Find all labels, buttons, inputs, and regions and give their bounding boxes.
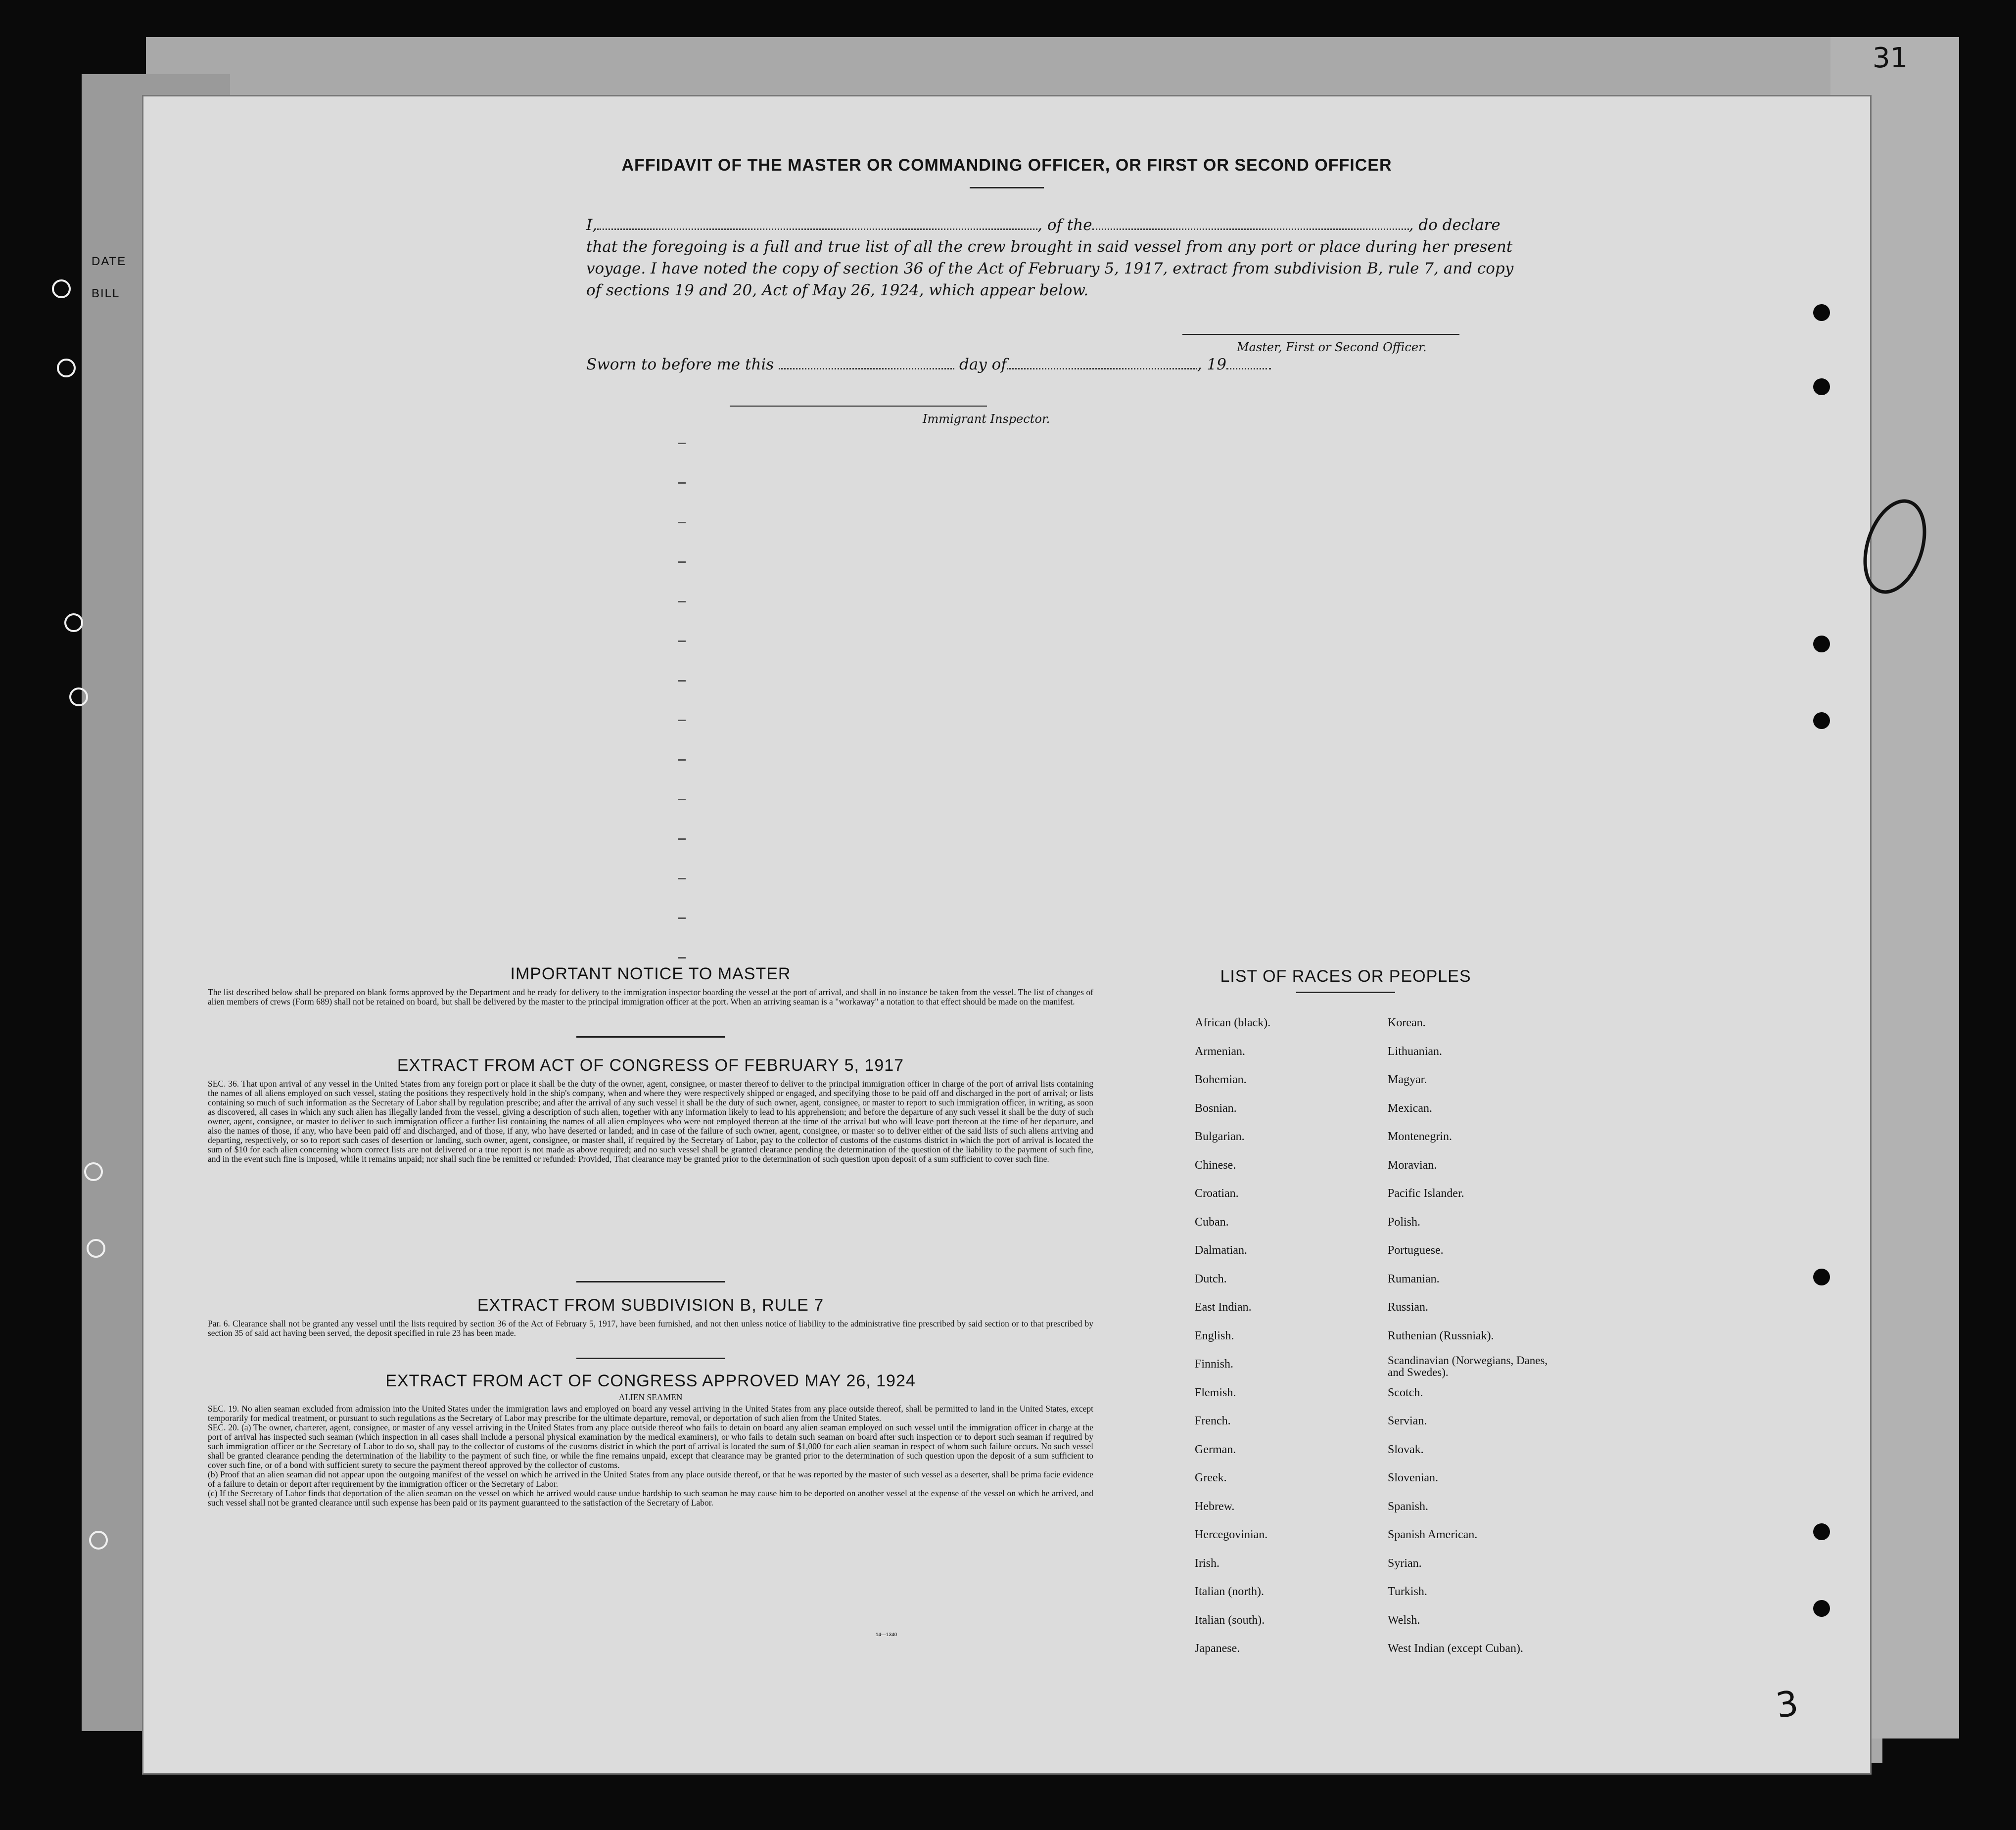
race-item: Syrian. — [1388, 1556, 1422, 1570]
affidavit-line-4: of sections 19 and 20, Act of May 26, 1924, which appear below. — [586, 281, 1089, 299]
race-item: East Indian. — [1195, 1301, 1252, 1314]
race-item: Flemish. — [1195, 1386, 1236, 1399]
stub-bill-label: BILL — [92, 287, 120, 300]
form-number: 14—1340 — [876, 1632, 897, 1638]
sworn-day-field[interactable] — [779, 363, 954, 369]
punch-hole — [1813, 1269, 1830, 1285]
handwritten-oval — [1860, 492, 1929, 601]
race-item: Bohemian. — [1195, 1073, 1247, 1086]
extract-1917-title: EXTRACT FROM ACT OF CONGRESS OF FEBRUARY 5, 1917 — [397, 1056, 904, 1075]
race-item: Welsh. — [1388, 1613, 1420, 1627]
race-item: Hebrew. — [1195, 1500, 1235, 1513]
punch-hole — [1813, 1600, 1830, 1617]
section-rule — [576, 1281, 725, 1282]
race-item: Russian. — [1388, 1301, 1429, 1314]
master-caption: Master, First or Second Officer. — [1237, 340, 1427, 354]
race-item: Scotch. — [1388, 1386, 1423, 1399]
affidavit-do-declare: , do declare — [1408, 216, 1500, 234]
race-item: Irish. — [1195, 1556, 1219, 1570]
affidavit-of-the: , of the — [1037, 216, 1092, 234]
section-rule — [576, 1358, 725, 1359]
extract-1924-sec19: SEC. 19. No alien seaman excluded from admission into the United States under the immigration laws and employed on board any vessel arriving in the United States from any place outside thereof, shall be permitted to land in the United States, except temporarily for medical treatment, or pursuant to such regulations as the Secretary of Labor may prescribe for the ultimate departure, removal, or deportation of such alien from the United States. — [208, 1404, 1093, 1423]
sworn-month-field[interactable] — [1007, 363, 1197, 369]
row-mark — [678, 759, 686, 761]
punch-hole — [1813, 304, 1830, 321]
extract-rule7-text: Par. 6. Clearance shall not be granted any vessel until the lists required by section 36 of the Act of February 5, 1917, have been furnished, and not then unless notice of liability to the administrative fine prescribed by said section or to that prescribed by section 35 of said act having been served, the deposit specified in rule 23 has been made. — [208, 1319, 1093, 1338]
punch-hole — [1813, 1523, 1830, 1540]
race-item: Armenian. — [1195, 1045, 1245, 1058]
race-item: Portuguese. — [1388, 1244, 1444, 1257]
affidavit-body — [586, 214, 1645, 301]
extract-1924-title: EXTRACT FROM ACT OF CONGRESS APPROVED MAY 26, 1924 — [385, 1372, 916, 1390]
extract-1924-sec20b: (b) Proof that an alien seaman did not appear upon the outgoing manifest of the vessel on which he arrived in the United States from any place outside thereof, or that he was reported by the master of such vessel as a deserter, shall be prima facie evidence of a failure to detain or deport after requirement by the immigration officer or the Secretary of Labor. — [208, 1469, 1093, 1489]
sworn-day-of: day of — [959, 356, 1007, 373]
binder-ring — [84, 1162, 103, 1181]
corner-mark: 3 — [1773, 1683, 1801, 1726]
race-item: Scandinavian (Norwegians, Danes, and Swedes). — [1388, 1354, 1548, 1378]
sworn-year: , 19 — [1197, 356, 1226, 373]
row-mark — [678, 917, 686, 919]
race-item: German. — [1195, 1443, 1236, 1456]
extract-rule7-title: EXTRACT FROM SUBDIVISION B, RULE 7 — [477, 1296, 824, 1315]
extract-1924-subtitle: ALIEN SEAMEN — [618, 1392, 683, 1402]
notice-text: The list described below shall be prepared on blank forms approved by the Department and be ready for delivery to the immigration inspector boarding the vessel at the port of arrival, and shall in no instance be taken from the vessel. The list of changes of alien members of crews (Form 689) shall not be retained on board, but shall be delivered by the master to the principal immigration officer at the port. When an arriving seaman is a "workaway" a notation to that effect should be made on the manifest. — [208, 987, 1093, 1006]
race-item: Chinese. — [1195, 1158, 1236, 1172]
race-item: Spanish. — [1388, 1500, 1429, 1513]
affidavit-title: AFFIDAVIT OF THE MASTER OR COMMANDING OFFICER, OR FIRST OR SECOND OFFICER — [621, 156, 1392, 175]
affidavit-line-3: voyage. I have noted the copy of section 36 of the Act of February 5, 1917, extract from subdivision B, rule 7, and copy — [586, 260, 1514, 277]
extract-1924-sec20c: (c) If the Secretary of Labor finds that deportation of the alien seaman on the vessel on which he arrived would cause undue hardship to such seaman he may cause him to be deported on another vessel at the expense of the vessel on which he arrived, and such vessel shall not be granted clearance until such expense has been paid or its payment guaranteed to the satisfaction of the Secretary of Labor. — [208, 1488, 1093, 1508]
race-item: Croatian. — [1195, 1187, 1239, 1200]
race-item: Korean. — [1388, 1016, 1426, 1029]
punch-hole — [1813, 378, 1830, 395]
race-item: Slovak. — [1388, 1443, 1424, 1456]
race-item: West Indian (except Cuban). — [1388, 1642, 1523, 1655]
master-signature-line[interactable] — [1182, 334, 1459, 335]
row-mark — [678, 482, 686, 484]
race-item: English. — [1195, 1329, 1234, 1342]
race-item: Moravian. — [1388, 1158, 1437, 1172]
row-mark — [678, 838, 686, 840]
affidavit-line-2: that the foregoing is a full and true list of all the crew brought in said vessel from any port or place during her present — [586, 238, 1513, 256]
extract-rule7 — [208, 1296, 1093, 1338]
binder-ring — [69, 687, 88, 706]
extract-1924 — [208, 1372, 1093, 1508]
page-number: 31 — [1873, 42, 1908, 74]
race-item: Dalmatian. — [1195, 1244, 1247, 1257]
row-mark — [678, 601, 686, 602]
race-item: French. — [1195, 1415, 1231, 1427]
race-item: Italian (south). — [1195, 1613, 1265, 1627]
sworn-prefix: Sworn to before me this — [586, 356, 774, 373]
row-mark — [678, 522, 686, 523]
row-mark — [678, 680, 686, 682]
race-item: Polish. — [1388, 1215, 1421, 1229]
stub-date-label: DATE — [92, 255, 127, 268]
inspector-signature-line[interactable] — [730, 406, 987, 407]
row-mark — [678, 720, 686, 721]
race-item: African (black). — [1195, 1016, 1271, 1029]
race-item: Pacific Islander. — [1388, 1187, 1464, 1200]
race-item: Japanese. — [1195, 1642, 1240, 1655]
race-item: Ruthenian (Russniak). — [1388, 1329, 1494, 1342]
race-item: Servian. — [1388, 1415, 1427, 1427]
races-title: LIST OF RACES OR PEOPLES — [1220, 967, 1471, 986]
punch-hole — [1813, 712, 1830, 729]
row-mark — [678, 957, 686, 959]
sworn-year-field[interactable] — [1226, 363, 1271, 369]
race-item: Cuban. — [1195, 1215, 1229, 1229]
notice-title: IMPORTANT NOTICE TO MASTER — [510, 964, 791, 983]
row-mark — [678, 878, 686, 879]
race-item: Finnish. — [1195, 1358, 1234, 1371]
race-item: Hercegovinian. — [1195, 1528, 1268, 1541]
binder-ring — [57, 359, 76, 377]
title-rule — [970, 187, 1044, 188]
race-item: Bulgarian. — [1195, 1130, 1245, 1143]
race-item: Italian (north). — [1195, 1585, 1264, 1598]
row-mark — [678, 561, 686, 563]
binder-ring — [52, 279, 71, 298]
legal-notices — [208, 964, 1093, 1006]
binder-ring — [64, 613, 83, 632]
extract-1924-sec20a: SEC. 20. (a) The owner, charterer, agent, consignee, or master of any vessel arriving in the United States from any place outside thereof who fails to detain on board any alien seaman employed on such vessel until the immigration officer in charge at the port of arrival has inspected such seaman (which inspection in all cases shall include a personal physical examination by the medical examiners), or who fails to detain such seaman on board after such inspection or to deport such seaman if required by such immigration officer or the Secretary of Labor to do so, shall pay to the collector of customs of the customs district in which the port of arrival is located the sum of $1,000 for each alien seaman in respect of whom such failure occurs. No such vessel shall be granted clearance pending the determination of the liability to the payment of such fine, or while the fine remains unpaid, except that clearance may be granted prior to the determination of such question upon the deposit of a sum sufficient to cover such fine, or of a bond with sufficient surety to secure the payment thereof approved by the collector of customs. — [208, 1422, 1093, 1470]
row-mark — [678, 799, 686, 800]
sworn-line — [586, 354, 1271, 375]
inspector-caption: Immigrant Inspector. — [923, 412, 1050, 426]
race-item: Dutch. — [1195, 1272, 1227, 1285]
race-item: Greek. — [1195, 1471, 1227, 1484]
extract-1917 — [208, 1056, 1093, 1164]
race-item: Bosnian. — [1195, 1101, 1237, 1115]
affidavit-line-1 — [586, 214, 1645, 236]
binder-ring — [89, 1531, 108, 1550]
name-field[interactable] — [597, 224, 1037, 230]
race-item: Rumanian. — [1388, 1272, 1440, 1285]
race-item: Turkish. — [1388, 1585, 1427, 1598]
race-item: Slovenian. — [1388, 1471, 1438, 1484]
races-rule — [1296, 992, 1395, 993]
race-item: Lithuanian. — [1388, 1045, 1442, 1058]
row-mark — [678, 443, 686, 444]
section-rule — [576, 1036, 725, 1038]
race-item: Montenegrin. — [1388, 1130, 1452, 1143]
affidavit-i: I, — [586, 216, 598, 234]
punch-hole — [1813, 636, 1830, 652]
row-mark — [678, 640, 686, 642]
extract-1917-text: SEC. 36. That upon arrival of any vessel in the United States from any foreign port or place it shall be the duty of the owner, agent, consignee, or master thereof to deliver to the principal immigration officer in charge of the port of arrival lists containing the names of all aliens employed on such vessel, stating the positions they respectively hold in the ship's company, when and where they were respectively shipped or engaged, and specifying those to be paid off and discharged in the port of arrival; or lists containing so much of such information as the Secretary of Labor shall by regulation prescribe; and after the arrival of any such vessel it shall be the duty of such owner, agent, consignee, or master to report to such immigration officer, in writing, as soon as discovered, all cases in which any such alien has illegally landed from the vessel, giving a description of such alien, together with any information likely to lead to his apprehension; and before the departure of any such vessel it shall be the duty of such owner, agent, consignee, or master to deliver to such immigration officer a further list containing the names of all alien employees who were not employed thereon at the time of the arrival but who will leave port thereon at the time of her departure, and also the names of those, if any, who have been paid off and discharged, and of those, if any, who have deserted or landed; and in case of the failure of such owner, agent, consignee, or master so to deliver either of the said lists of such aliens arriving and departing, respectively, or so to report such cases of desertion or landing, such owner, agent, consignee, or master shall, if required by the Secretary of Labor, pay to the collector of customs of the customs district in which the port of arrival is located the sum of $10 for each alien concerning whom correct lists are not delivered or a true report is not made as above required; and no such vessel shall be granted clearance pending the determination of the question of the liability to the payment of such fine, and in the event such fine is imposed, while it remains unpaid; nor shall such fine be remitted or refunded: Provided, That clearance may be granted prior to the determination of such question upon deposit of a sum sufficient to cover such fine. — [208, 1079, 1093, 1164]
race-item: Mexican. — [1388, 1101, 1432, 1115]
vessel-field[interactable] — [1092, 224, 1409, 230]
binder-ring — [87, 1239, 105, 1258]
race-item: Magyar. — [1388, 1073, 1427, 1086]
race-item: Spanish American. — [1388, 1528, 1478, 1541]
form-page — [143, 96, 1870, 1773]
